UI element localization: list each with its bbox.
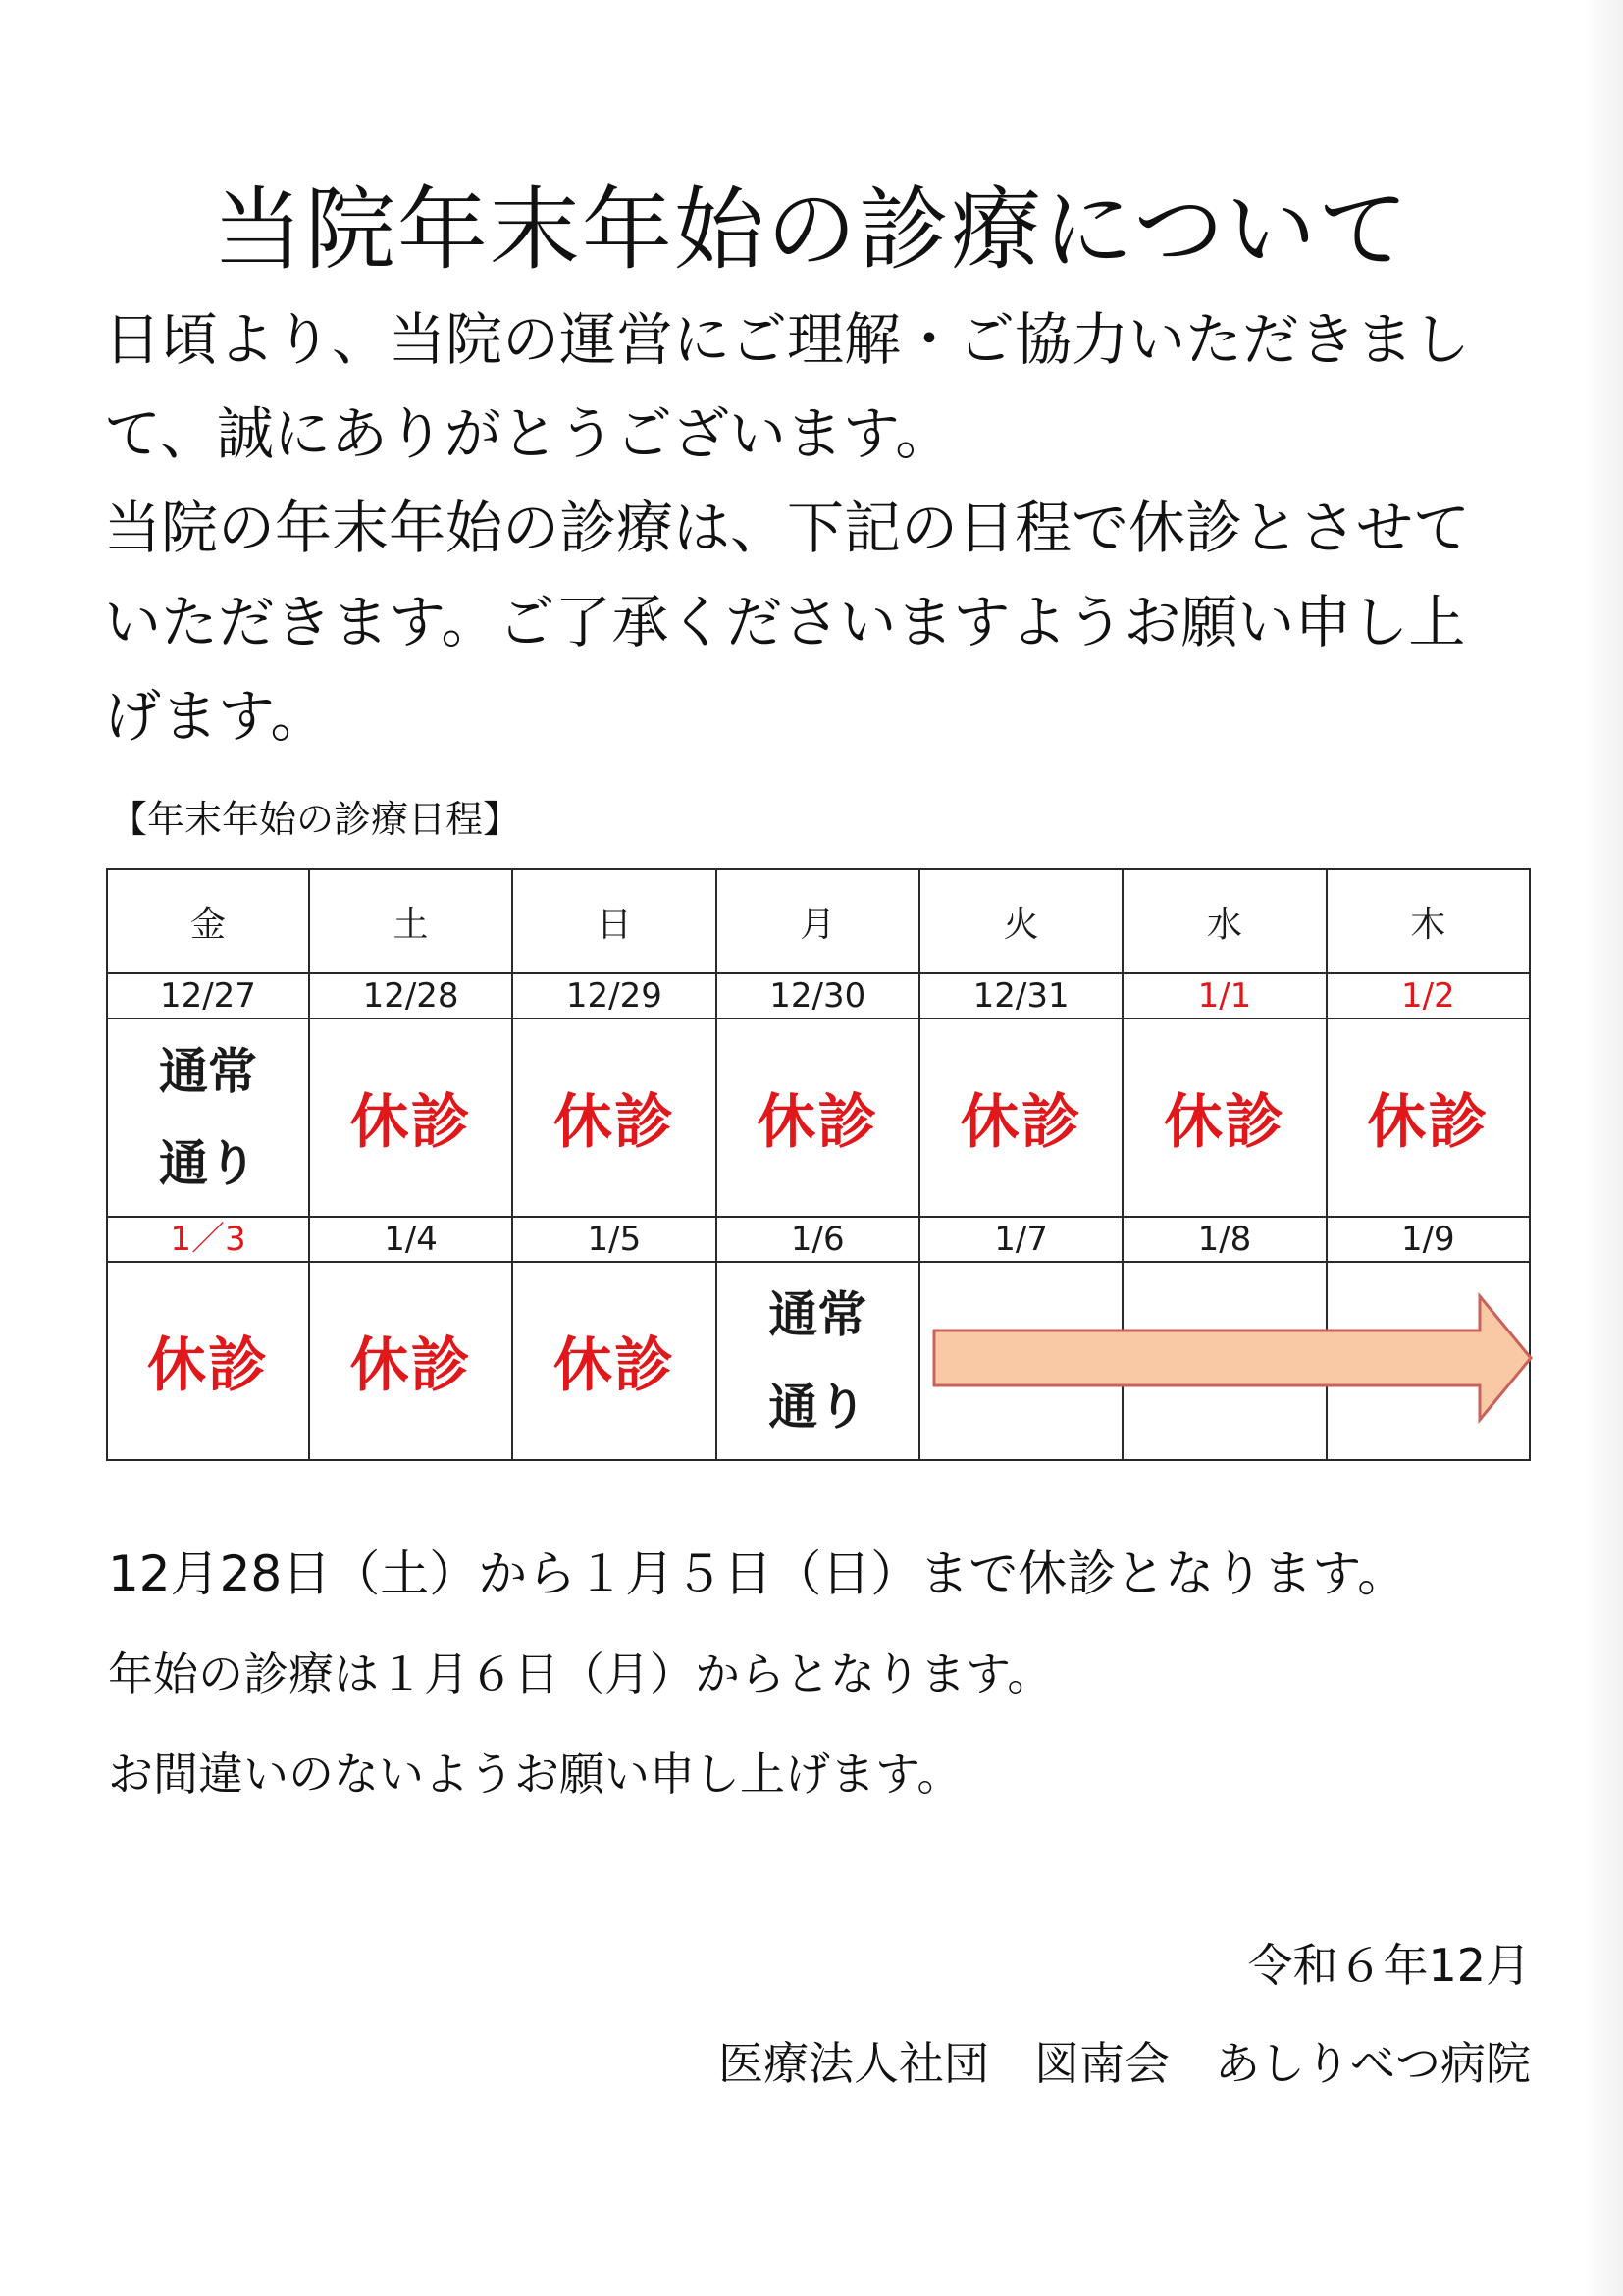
date-cell: 12/29 — [512, 973, 715, 1018]
day-of-week-row — [107, 869, 1530, 973]
organization-name: 医療法人社団 図南会 あしりべつ病院 — [718, 2037, 1531, 2090]
status-row-week2 — [107, 1262, 1530, 1460]
page-edge-shading — [1584, 0, 1623, 2296]
holiday-date-cell: 1/2 — [1327, 973, 1530, 1018]
day-header: 木 — [1327, 869, 1530, 973]
date-cell: 12/28 — [309, 973, 512, 1018]
closed-status-cell: 休診 — [512, 1018, 715, 1217]
schedule-label: 【年末年始の診療日程】 — [110, 798, 521, 841]
date-cell: 1/4 — [309, 1217, 512, 1262]
open-status-cell — [107, 1018, 309, 1217]
closed-status-cell: 休診 — [919, 1018, 1123, 1217]
closed-status-cell: 休診 — [309, 1018, 512, 1217]
note-line: 12月28日（土）から１月５日（日）まで休診となります。 — [108, 1545, 1407, 1602]
holiday-date-cell: 1/1 — [1123, 973, 1326, 1018]
closed-status-cell: 休診 — [1327, 1018, 1530, 1217]
page-title: 当院年末年始の診療について — [212, 177, 1411, 283]
intro-line: げます。 — [104, 683, 328, 750]
date-cell: 1/6 — [716, 1217, 919, 1262]
continue-arrow-icon — [934, 1263, 1543, 1459]
day-header: 日 — [512, 869, 715, 973]
status-row-week1 — [107, 1018, 1530, 1217]
note-line: 年始の診療は１月６日（月）からとなります。 — [108, 1647, 1053, 1700]
intro-line: いただきます。ご了承くださいますようお願い申し上 — [104, 589, 1466, 655]
issue-date: 令和６年12月 — [1247, 1939, 1531, 1992]
date-cell: 1/5 — [512, 1217, 715, 1262]
day-header: 金 — [107, 869, 309, 973]
day-header: 水 — [1123, 869, 1326, 973]
intro-line: 日頃より、当院の運営にご理解・ご協力いただきまし — [104, 306, 1471, 373]
date-row-week1 — [107, 973, 1530, 1018]
closed-status-cell: 休診 — [1123, 1018, 1326, 1217]
date-cell: 1/9 — [1327, 1217, 1530, 1262]
date-cell: 12/30 — [716, 973, 919, 1018]
continuation-cell — [919, 1262, 1123, 1460]
open-status-line: 通り — [158, 1135, 257, 1192]
open-status-line: 通常 — [768, 1286, 867, 1343]
intro-line: て、誠にありがとうございます。 — [104, 400, 953, 467]
day-header: 火 — [919, 869, 1123, 973]
day-header: 土 — [309, 869, 512, 973]
date-cell: 12/31 — [919, 973, 1123, 1018]
holiday-date-cell: 1／3 — [107, 1217, 309, 1262]
closed-status-cell: 休診 — [309, 1262, 512, 1460]
note-line: お間違いのないようお願い申し上げます。 — [108, 1748, 963, 1800]
closed-status-cell: 休診 — [107, 1262, 309, 1460]
day-header: 月 — [716, 869, 919, 973]
intro-line: 当院の年末年始の診療は、下記の日程で休診とさせて — [104, 495, 1471, 561]
date-cell: 12/27 — [107, 973, 309, 1018]
intro-text — [104, 292, 1537, 763]
date-cell: 1/7 — [919, 1217, 1123, 1262]
closure-notes — [108, 1544, 1541, 1801]
closed-status-cell: 休診 — [512, 1262, 715, 1460]
date-cell: 1/8 — [1123, 1217, 1326, 1262]
date-row-week2 — [107, 1217, 1530, 1262]
schedule-table — [106, 868, 1531, 1461]
open-status-line: 通り — [768, 1379, 867, 1435]
open-status-line: 通常 — [158, 1043, 257, 1100]
open-status-cell — [716, 1262, 919, 1460]
closed-status-cell: 休診 — [716, 1018, 919, 1217]
